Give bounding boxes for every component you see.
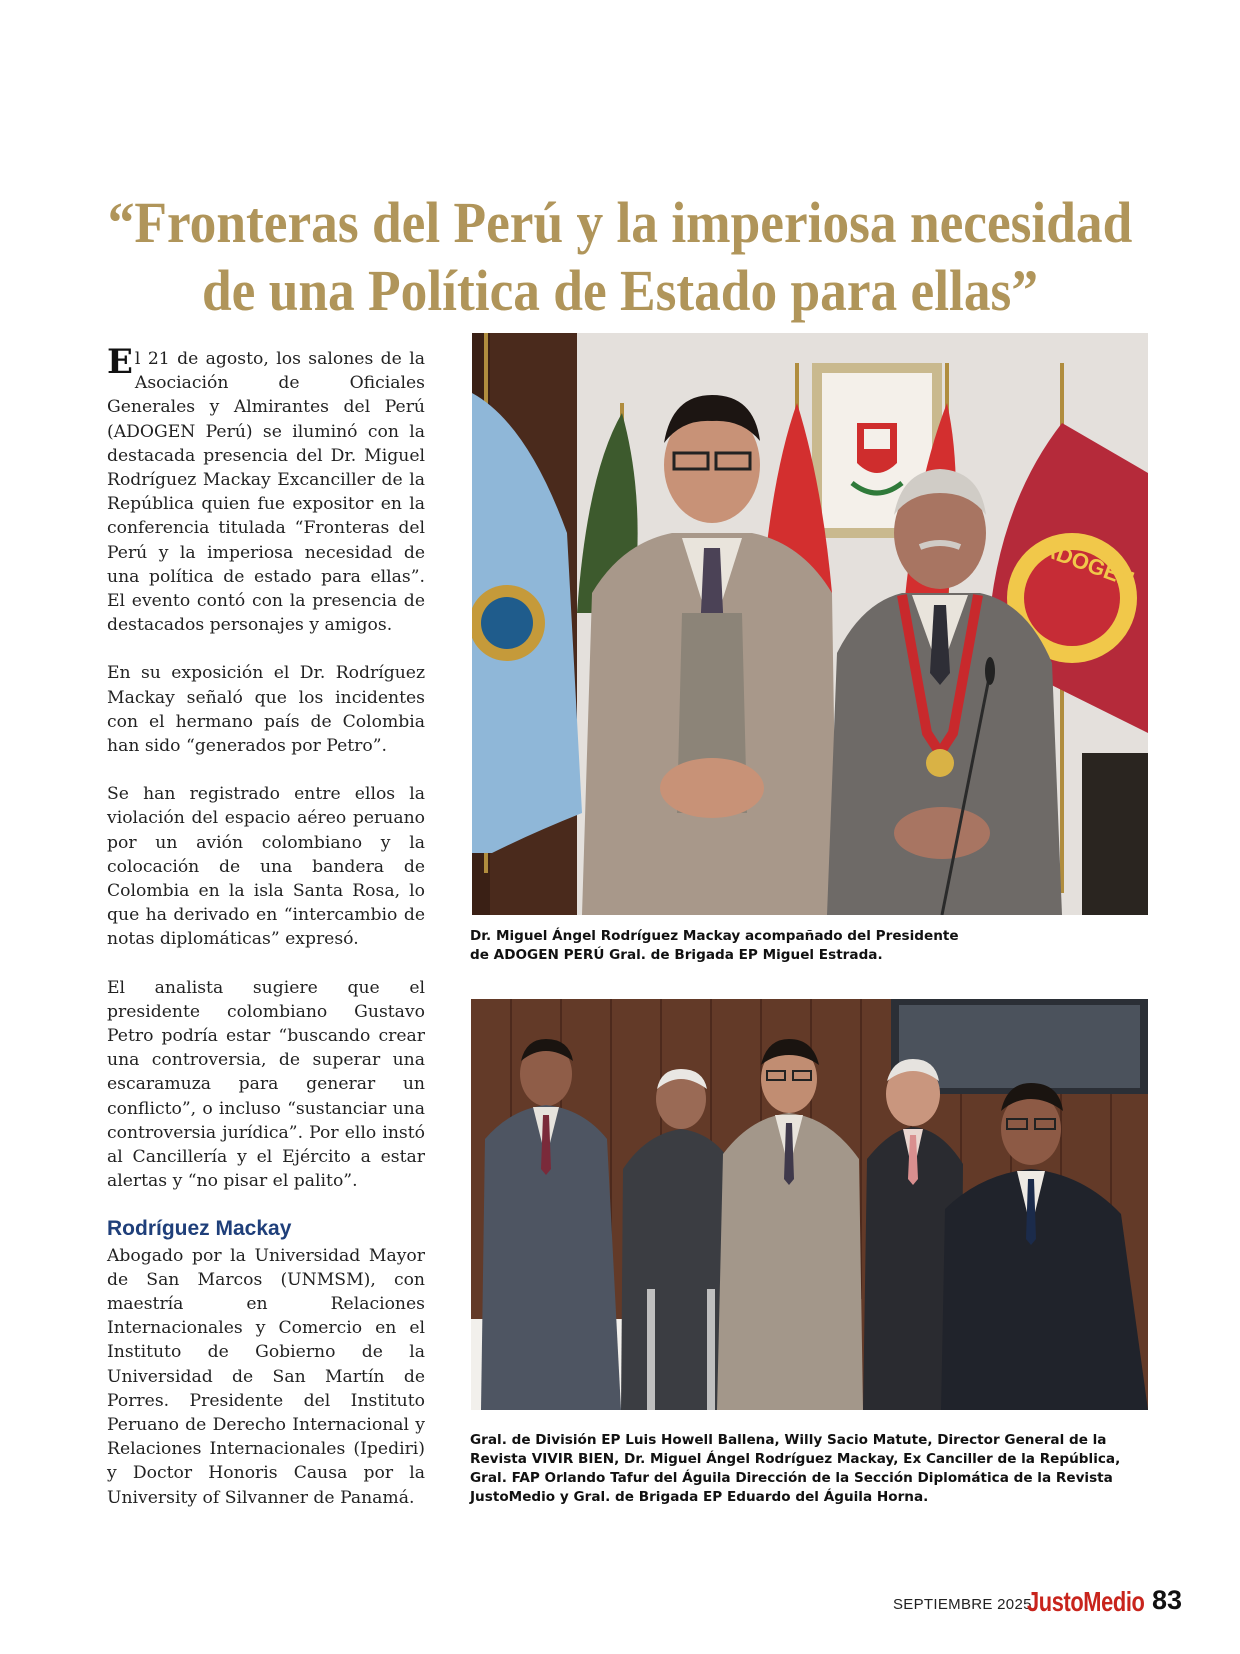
photo-1-caption-line-1: Dr. Miguel Ángel Rodríguez Mackay acompañado del Presidente bbox=[470, 928, 959, 944]
brand-medio: Medio bbox=[1083, 1586, 1145, 1617]
brand-justo: Justo bbox=[1027, 1586, 1084, 1617]
headline-line-2: de una Política de Estado para ellas” bbox=[201, 257, 1039, 323]
paragraph-3: Se han registrado entre ellos la violación del espacio aéreo peruano por un avión colombiano y la colocación de una bandera de Colombia en la isla Santa Rosa, lo que ha derivado en “intercambio de notas diplomáticas” expresó. bbox=[107, 784, 425, 950]
bio-heading: Rodríguez Mackay bbox=[107, 1216, 292, 1240]
headline-line-1: “Fronteras del Perú y la imperiosa necesidad bbox=[107, 189, 1133, 255]
paragraph-1 bbox=[107, 342, 425, 637]
photo-2-illustration bbox=[471, 999, 1148, 1410]
drop-cap: E bbox=[107, 342, 133, 382]
paragraph-2: En su exposición el Dr. Rodríguez Mackay señaló que los incidentes con el hermano país de Colombia han sido “generados por Petro”. bbox=[107, 663, 425, 757]
photo-two-men-with-flags bbox=[472, 333, 1148, 915]
article-body bbox=[107, 342, 425, 1510]
page-number: 83 bbox=[1152, 1585, 1183, 1615]
photo-1-caption bbox=[470, 927, 990, 965]
bio-paragraph: Abogado por la Universidad Mayor de San Marcos (UNMSM), con maestría en Relaciones Internacionales y Comercio en el Instituto de Gobierno de la Universidad de San Martín de Porres. Presidente del Instituto Peruano de Derecho Internacional y Relaciones Internacionales (Ipediri) y Doctor Honoris Causa por la University of Silvanner de Panamá. bbox=[107, 1245, 425, 1508]
photo-2-caption-line-3: Gral. FAP Orlando Tafur del Águila Dirección de la Sección Diplomática de la Revista bbox=[470, 1470, 1113, 1486]
photo-2-caption-line-1: Gral. de División EP Luis Howell Ballena, Willy Sacio Matute, Director General de la bbox=[470, 1432, 1107, 1448]
adogen-flag-text: ADOGEN bbox=[1038, 535, 1138, 593]
photo-2-caption-line-2: Revista VIVIR BIEN, Dr. Miguel Ángel Rodríguez Mackay, Ex Canciller de la República, bbox=[470, 1451, 1121, 1467]
photo-1-caption-line-2: de ADOGEN PERÚ Gral. de Brigada EP Miguel Estrada. bbox=[470, 947, 883, 963]
photo-2-caption bbox=[470, 1431, 1150, 1507]
photo-2-caption-line-4: JustoMedio y Gral. de Brigada EP Eduardo del Águila Horna. bbox=[470, 1489, 929, 1505]
paragraph-1-text: l 21 de agosto, los salones de la Asociación de Oficiales Generales y Almirantes del Perú (ADOGEN Perú) se iluminó con la destacada presencia del Dr. Miguel Rodríguez Mackay Excanciller de la República quien fue expositor en la conferencia titulada “Fronteras del Perú y la imperiosa necesidad de una política de estado para ellas”. El evento contó con la presencia de destacados personajes y amigos. bbox=[107, 349, 425, 636]
footer-issue-date: SEPTIEMBRE 2025 bbox=[893, 1596, 1032, 1613]
paragraph-4: El analista sugiere que el presidente colombiano Gustavo Petro podría estar “buscando crear una controversia, de superar una escaramuza para generar un conflicto”, o incluso “sustanciar una controversia jurídica”. Por ello instó al Cancillería y el Ejército a estar alertas y “no pisar el palito”. bbox=[107, 977, 425, 1192]
photo-1-illustration bbox=[472, 333, 1148, 915]
photo-group-of-five bbox=[471, 999, 1148, 1410]
footer-brand-logo bbox=[1027, 1586, 1144, 1618]
headline bbox=[105, 189, 1135, 325]
